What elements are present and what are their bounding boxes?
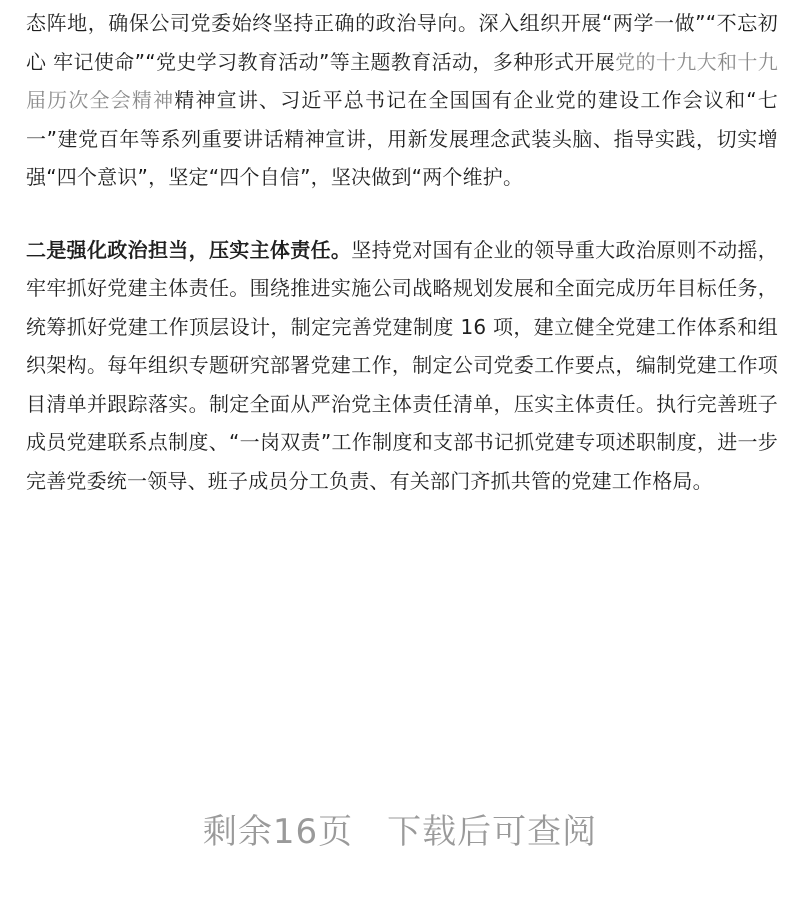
paragraph1-text-after: 精神宣讲、习近平总书记在全国国有企业党的建设工作会议和“七一”建党百年等系列重要讲话精神宣讲，用新发展理念武装头脑、指导实践，切实增强“四个意识”，坚定“四个自信”，坚决做到“两个维护。 [26,88,778,189]
download-to-view-label: 下载后可查阅 [387,812,598,852]
paragraph2-body-text: 坚持党对国有企业的领导重大政治原则不动摇，牢牢抓好党建主体责任。围绕推进实施公司战略规划发展和全面完成历年目标任务，统筹抓好党建工作顶层设计，制定完善党建制度 16 项，建立健全党建工作体系和组织架构。每年组织专题研究部署党建工作，制定公司党委工作要点，编制党建工作项目清单并跟踪落实。制定全面从严治党主体责任清单，压实主体责任。执行完善班子成员党建联系点制度、“一岗双责”工作制度和支部书记抓党建专项述职制度，进一步完善党委统一领导、班子成员分工负责、有关部门齐抓共管的党建工作格局。 [26,237,779,493]
paragraph1-highlighted-phrase: 党的十九大和十九届历次全会精神 [26,49,778,112]
download-prompt[interactable] [0,804,800,853]
remaining-pages-label: 剩余16页 [202,812,354,852]
document-body [26,0,778,500]
paragraph1-text-before: 态阵地，确保公司党委始终坚持正确的政治导向。深入组织开展“两学一做”“不忘初心 牢记使命”“党史学习教育活动”等主题教育活动，多种形式开展 [26,11,778,74]
paragraph2-lead-heading: 二是强化政治担当，压实主体责任。 [26,237,352,262]
paragraph-political-orientation [26,0,778,197]
paragraph-political-responsibility [26,231,778,501]
